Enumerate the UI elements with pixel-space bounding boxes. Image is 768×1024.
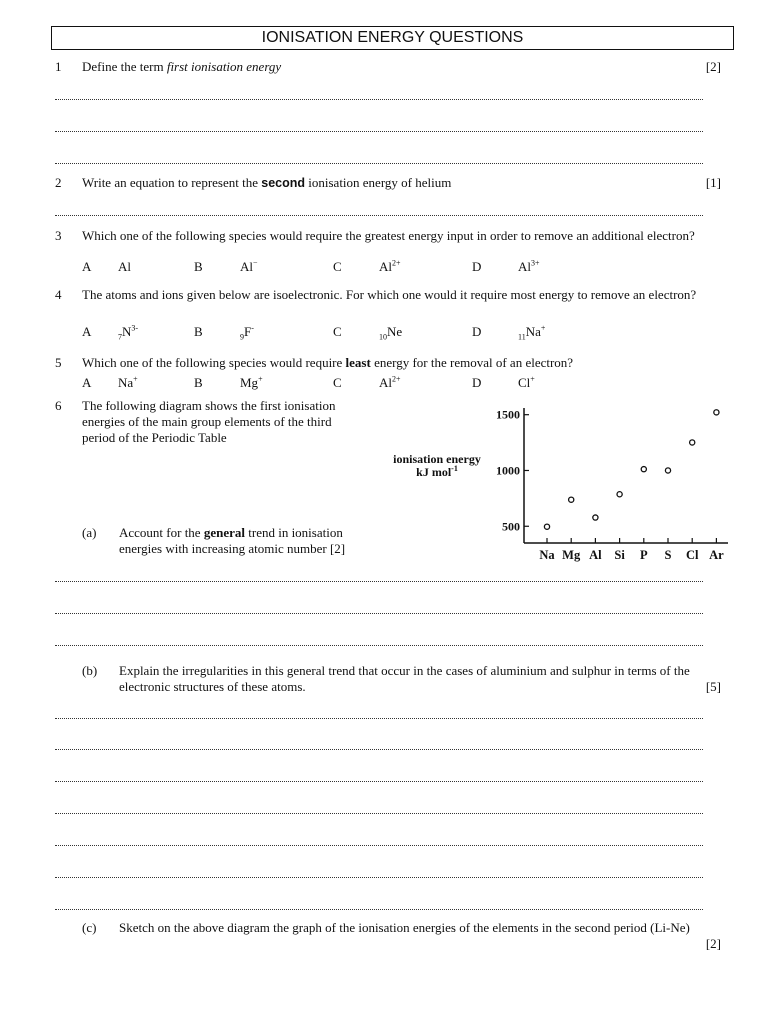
species: F (244, 324, 252, 339)
data-point (641, 467, 646, 472)
q6a-text (119, 525, 374, 557)
q3-text: Which one of the following species would require the greatest energy input in order to remove an additional electron? (82, 228, 695, 243)
q2-text-pre: Write an equation to represent the (82, 175, 262, 190)
q2-text (82, 175, 707, 191)
q5-text-post: energy for the removal of an electron? (370, 355, 574, 370)
species: Al (240, 259, 253, 274)
answer-line[interactable] (55, 749, 703, 750)
q6c-marks: [2] (705, 936, 721, 951)
q6b-marks: [5] (705, 679, 721, 694)
answer-line[interactable] (55, 215, 703, 216)
x-tick-label: P (639, 548, 648, 562)
y-tick-label: 1000 (496, 463, 520, 478)
charge: + (258, 374, 263, 384)
q1-term: first ionisation energy (166, 59, 282, 74)
answer-line[interactable] (55, 99, 703, 100)
q3-option-a[interactable] (118, 259, 131, 275)
y-tick-label: 1500 (496, 407, 520, 422)
q4-text: The atoms and ions given below are isoelectronic. For which one would it require most energy to remove an electron? (82, 287, 697, 302)
q6-intro: The following diagram shows the first ionisation energies of the main group elements of the third period of the Periodic Table (82, 398, 336, 445)
q6a-label: (a) (82, 525, 97, 540)
x-tick-label: Al (589, 548, 602, 562)
x-tick-label: Na (539, 548, 555, 562)
y-axis-label-line1: ionisation energy (393, 452, 481, 466)
answer-line[interactable] (55, 718, 703, 719)
atomic-number: 11 (518, 332, 526, 342)
charge: 2+ (392, 374, 401, 384)
charge: 2+ (392, 258, 401, 268)
q3-option-d[interactable] (518, 259, 540, 275)
q5-text (82, 355, 707, 371)
q3-option-a-letter[interactable]: A (82, 259, 92, 274)
q5-option-b-letter[interactable]: B (194, 375, 203, 390)
q3-option-c[interactable] (379, 259, 401, 275)
q3-option-b[interactable] (240, 259, 258, 275)
species: Al (379, 259, 392, 274)
q5-text-bold: least (345, 355, 371, 370)
species: Ne (387, 324, 403, 339)
answer-line[interactable] (55, 845, 703, 846)
y-tick-label: 500 (502, 519, 520, 534)
q3-option-d-letter[interactable]: D (472, 259, 482, 274)
q5-option-c-letter[interactable]: C (333, 375, 342, 390)
q6a-text-bold: general (203, 525, 245, 540)
x-tick-label: Ar (709, 548, 724, 562)
charge: + (540, 323, 546, 333)
answer-line[interactable] (55, 581, 703, 582)
q1-number: 1 (55, 59, 62, 74)
q5-option-c[interactable] (379, 375, 401, 391)
charge: − (253, 258, 258, 268)
q2-text-bold: second (261, 176, 306, 190)
q4-option-b[interactable] (240, 324, 254, 340)
q6-number: 6 (55, 398, 62, 413)
q2-marks: [1] (705, 175, 721, 190)
q4-option-a[interactable] (118, 324, 138, 340)
answer-line[interactable] (55, 163, 703, 164)
charge: 3- (131, 323, 139, 333)
species: Al (518, 259, 531, 274)
q1-marks: [2] (705, 59, 721, 74)
data-point (593, 515, 598, 520)
q3-number: 3 (55, 228, 62, 243)
q5-option-a-letter[interactable]: A (82, 375, 92, 390)
q1-text-pre: Define the term (82, 59, 167, 74)
q2-text-post: ionisation energy of helium (305, 175, 452, 190)
answer-line[interactable] (55, 781, 703, 782)
q4-option-a-letter[interactable]: A (82, 324, 92, 339)
q4-option-d[interactable] (518, 324, 545, 340)
species: Na (118, 375, 134, 390)
q5-option-a[interactable] (118, 375, 138, 391)
q4-number: 4 (55, 287, 62, 302)
q4-option-b-letter[interactable]: B (194, 324, 203, 339)
q6c-label: (c) (82, 920, 97, 935)
x-tick-label: Si (614, 548, 625, 562)
data-point (665, 468, 670, 473)
answer-line[interactable] (55, 131, 703, 132)
data-point (714, 410, 719, 415)
atomic-number: 10 (379, 332, 387, 342)
answer-line[interactable] (55, 909, 703, 910)
ionisation-energy-chart (382, 400, 734, 570)
charge: - (251, 323, 254, 333)
q4-option-d-letter[interactable]: D (472, 324, 482, 339)
q5-number: 5 (55, 355, 62, 370)
answer-line[interactable] (55, 645, 703, 646)
species: Al (379, 375, 392, 390)
q2-number: 2 (55, 175, 62, 190)
species: N (122, 324, 132, 339)
species: Cl (518, 375, 531, 390)
y-axis-label-line2: kJ mol (416, 465, 452, 479)
q3-option-c-letter[interactable]: C (333, 259, 342, 274)
q6b-text: Explain the irregularities in this general trend that occur in the cases of aluminium and sulphur in terms of the electronic structures of these atoms. (119, 663, 690, 694)
data-point (690, 440, 695, 445)
chart-svg (382, 400, 734, 570)
data-point (569, 497, 574, 502)
species: Al (118, 259, 131, 274)
q1-text (82, 59, 707, 75)
q3-option-b-letter[interactable]: B (194, 259, 203, 274)
q4-option-c[interactable] (379, 324, 402, 340)
q6c-text: Sketch on the above diagram the graph of the ionisation energies of the elements in the second period (Li-Ne) (119, 920, 690, 935)
x-tick-label: Cl (685, 548, 699, 562)
atomic-number: 7 (118, 332, 122, 342)
y-axis-label-exponent: -1 (451, 464, 458, 473)
q5-option-b[interactable] (240, 375, 263, 391)
q6b-label: (b) (82, 663, 98, 678)
answer-line[interactable] (55, 813, 703, 814)
atomic-number: 9 (240, 332, 244, 342)
charge: + (133, 374, 138, 384)
x-tick-label: Mg (562, 548, 581, 562)
answer-line[interactable] (55, 877, 703, 878)
x-tick-label: S (664, 548, 672, 562)
q6a-text-post: trend in ionisation energies with increasing atomic number [2] (119, 525, 346, 556)
q5-option-d-letter[interactable]: D (472, 375, 482, 390)
page-title: IONISATION ENERGY QUESTIONS (51, 26, 734, 50)
q4-option-c-letter[interactable]: C (333, 324, 342, 339)
species: Mg (240, 375, 259, 390)
q5-option-d[interactable] (518, 375, 535, 391)
data-point (617, 492, 622, 497)
species: Na (525, 324, 541, 339)
charge: + (530, 374, 535, 384)
data-point (544, 524, 549, 529)
q6a-text-pre: Account for the (119, 525, 204, 540)
answer-line[interactable] (55, 613, 703, 614)
q5-text-pre: Which one of the following species would require (82, 355, 346, 370)
charge: 3+ (531, 258, 540, 268)
